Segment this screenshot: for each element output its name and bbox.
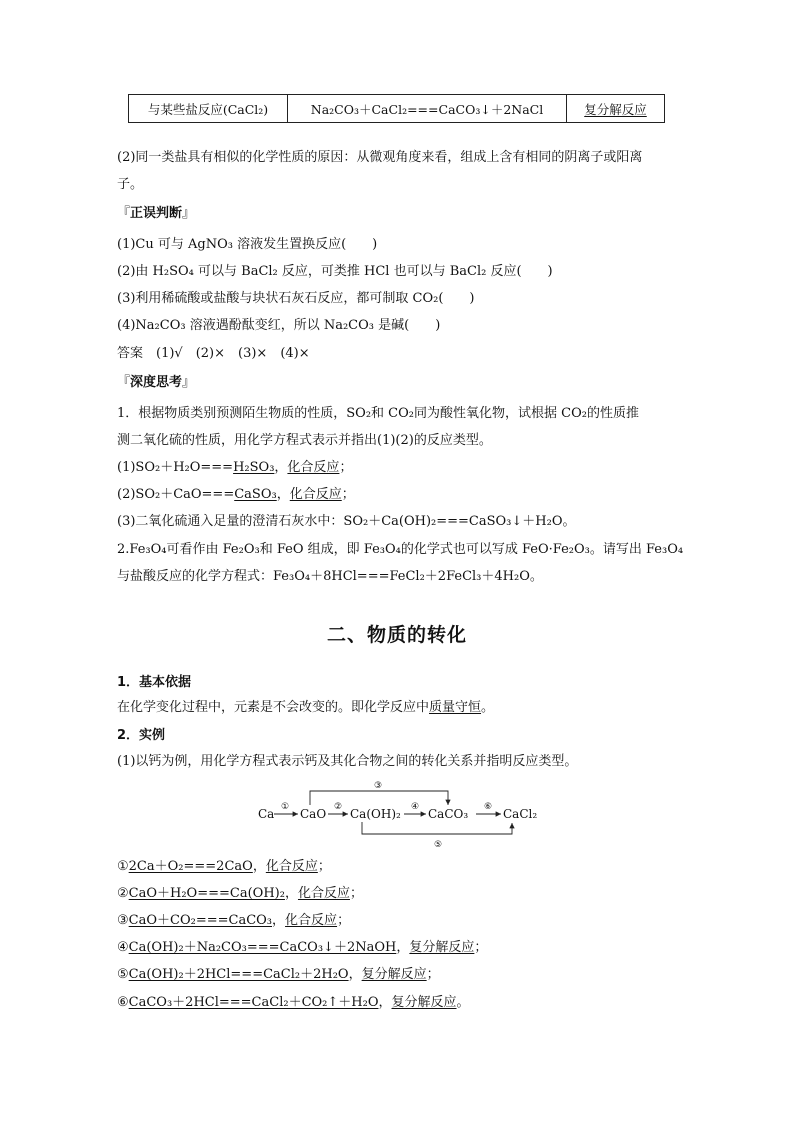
table-cell-equation: Na₂CO₃＋CaCl₂===CaCO₃↓＋2NaCl: [288, 95, 567, 123]
label-4: ④: [410, 802, 420, 812]
reaction-3: ③CaO＋CO₂===CaCO₃，化合反应；: [117, 913, 351, 928]
node-cao: CaO: [300, 807, 327, 821]
table-row: [129, 95, 665, 123]
reaction-6: ⑥CaCO₃＋2HCl===CaCl₂＋CO₂↑＋H₂O，复分解反应。: [117, 995, 470, 1010]
reaction-2: ②CaO＋H₂O===Ca(OH)₂，化合反应；: [117, 886, 363, 901]
node-ca: Ca: [258, 807, 275, 821]
answer-line: 答案 (1)√ (2)× (3)× (4)×: [117, 346, 310, 361]
question-1-answer-3: (3)二氧化硫通入足量的澄清石灰水中：SO₂＋Ca(OH)₂===CaSO₃↓＋H₂O。: [117, 514, 576, 529]
basis-text: 在化学变化过程中，元素是不会改变的。即化学反应中质量守恒。: [117, 700, 495, 715]
judgement-4: (4)Na₂CO₃ 溶液遇酚酞变红，所以 Na₂CO₃ 是碱( ): [117, 318, 441, 333]
label-5: ⑤: [433, 840, 443, 850]
question-2-line-1: 2.Fe₃O₄可看作由 Fe₂O₃和 FeO 组成，即 Fe₃O₄的化学式也可以写成 FeO·Fe₂O₃。请写出 Fe₃O₄: [117, 542, 684, 557]
calcium-conversion-diagram: [250, 779, 550, 851]
reaction-4: ④Ca(OH)₂＋Na₂CO₃===CaCO₃↓＋2NaOH，复分解反应；: [117, 940, 488, 955]
table-cell-reaction-type: [567, 95, 665, 123]
section-heading-deep-thinking: 『深度思考』: [117, 375, 196, 390]
label-6: ⑥: [483, 802, 493, 812]
question-1-answer-2: (2)SO₂＋CaO===CaSO₃，化合反应；: [117, 487, 355, 502]
question-1-line-2: 测二氧化硫的性质，用化学方程式表示并指出(1)(2)的反应类型。: [117, 433, 492, 448]
paragraph-2-line-1: (2)同一类盐具有相似的化学性质的原因：从微观角度来看，组成上含有相同的阴离子或阳离: [117, 150, 643, 165]
node-cacl2: CaCl₂: [503, 807, 538, 821]
reaction-type-answer: 复分解反应: [584, 101, 647, 117]
basis-heading: 1．基本依据: [117, 675, 192, 690]
example-heading: 2．实例: [117, 728, 166, 743]
judgement-1: (1)Cu 可与 AgNO₃ 溶液发生置换反应( ): [117, 237, 378, 252]
label-1: ①: [280, 802, 290, 812]
label-3: ③: [373, 781, 383, 791]
reaction-table: [128, 94, 665, 123]
judgement-3: (3)利用稀硫酸或盐酸与块状石灰石反应，都可制取 CO₂( ): [117, 291, 475, 306]
reaction-5: ⑤Ca(OH)₂＋2HCl===CaCl₂＋2H₂O，复分解反应；: [117, 967, 440, 982]
part-title: 二、物质的转化: [326, 624, 467, 646]
table-cell-reaction-with-salt: 与某些盐反应(CaCl₂): [129, 95, 288, 123]
question-1-line-1: 1．根据物质类别预测陌生物质的性质，SO₂和 CO₂同为酸性氧化物，试根据 CO₂的性质推: [117, 406, 639, 421]
question-2-line-2: 与盐酸反应的化学方程式：Fe₃O₄＋8HCl===FeCl₂＋2FeCl₃＋4H₂O。: [117, 569, 543, 584]
arrow-3: [310, 791, 448, 805]
arrow-5: [362, 822, 512, 834]
section-heading-judgement: 『正误判断』: [117, 206, 196, 221]
judgement-2: (2)由 H₂SO₄ 可以与 BaCl₂ 反应，可类推 HCl 也可以与 BaCl₂ 反应( ): [117, 264, 553, 279]
reaction-1: ①2Ca＋O₂===2CaO，化合反应；: [117, 859, 331, 874]
node-caoh2: Ca(OH)₂: [350, 807, 401, 821]
label-2: ②: [333, 802, 343, 812]
node-caco3: CaCO₃: [428, 807, 469, 821]
example-intro: (1)以钙为例，用化学方程式表示钙及其化合物之间的转化关系并指明反应类型。: [117, 754, 578, 769]
paragraph-2-line-2: 子。: [117, 177, 144, 192]
question-1-answer-1: (1)SO₂＋H₂O===H₂SO₃，化合反应；: [117, 460, 353, 475]
